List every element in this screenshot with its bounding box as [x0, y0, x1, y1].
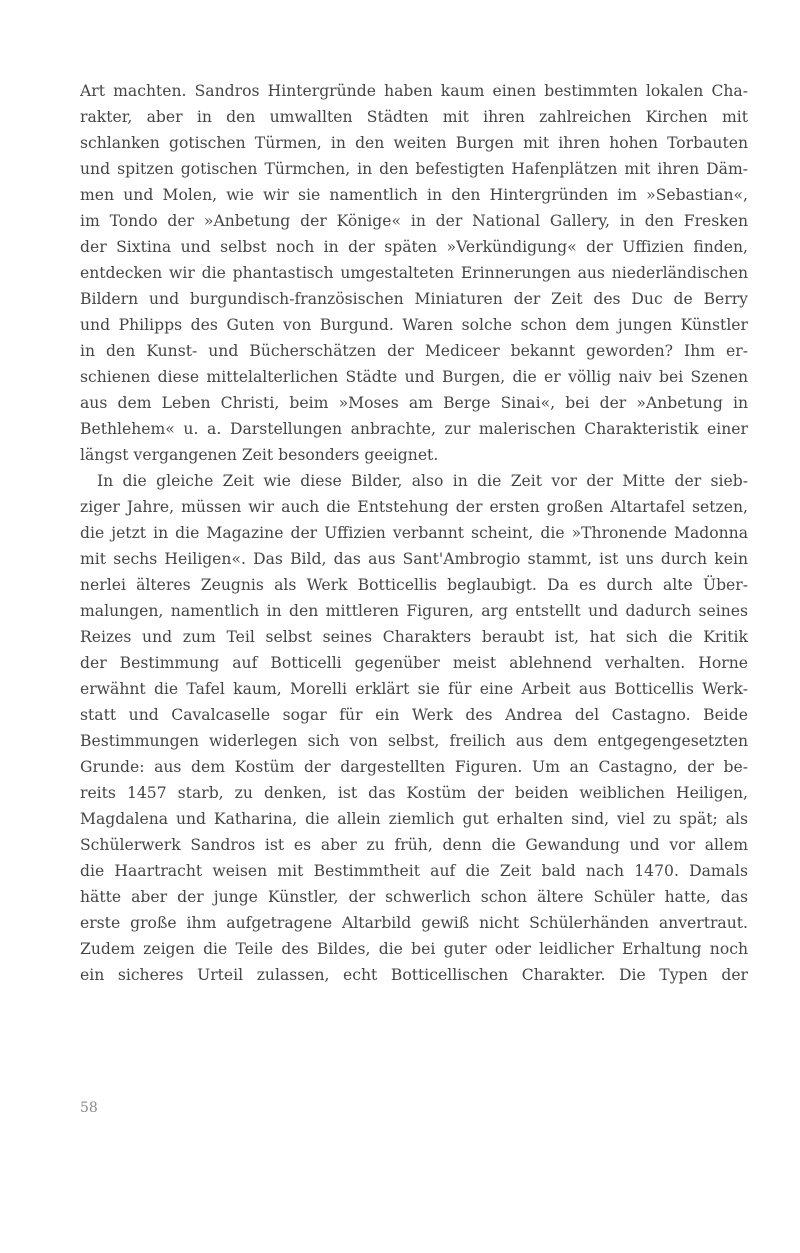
text-line: aus dem Leben Christi, beim »Moses am Berge Sinai«, bei der »Anbetung in	[80, 394, 748, 412]
text-line: entdecken wir die phantastisch umgestalteten Erinnerungen aus niederländischen	[80, 264, 748, 282]
text-line: malungen, namentlich in den mittleren Figuren, arg entstellt und dadurch seines	[80, 602, 748, 620]
text-line: In die gleiche Zeit wie diese Bilder, also in die Zeit vor der Mitte der sieb-	[97, 472, 748, 490]
text-line: Bethlehem« u. a. Darstellungen anbrachte, zur malerischen Charakteristik einer	[80, 420, 748, 438]
text-line: und spitzen gotischen Türmchen, in den befestigten Hafenplätzen mit ihren Däm-	[80, 160, 748, 178]
text-line: ziger Jahre, müssen wir auch die Entstehung der ersten großen Altartafel setzen,	[80, 498, 748, 516]
text-line: rakter, aber in den umwallten Städten mit ihren zahlreichen Kirchen mit	[80, 108, 748, 126]
text-line: die jetzt in die Magazine der Uffizien verbannt scheint, die »Thronende Madonna	[80, 524, 748, 542]
text-line: Art machten. Sandros Hintergründe haben kaum einen bestimmten lokalen Cha-	[80, 82, 748, 100]
text-line: Bildern und burgundisch-französischen Miniaturen der Zeit des Duc de Berry	[80, 290, 748, 308]
text-line: reits 1457 starb, zu denken, ist das Kostüm der beiden weiblichen Heiligen,	[80, 784, 748, 802]
text-line: Magdalena und Katharina, die allein ziemlich gut erhalten sind, viel zu spät; als	[80, 810, 748, 828]
text-line: Zudem zeigen die Teile des Bildes, die bei guter oder leidlicher Erhaltung noch	[80, 940, 748, 958]
page-number: 58	[80, 1100, 98, 1116]
text-line: erwähnt die Tafel kaum, Morelli erklärt sie für eine Arbeit aus Botticellis Werk-	[80, 680, 748, 698]
text-line: der Bestimmung auf Botticelli gegenüber meist ablehnend verhalten. Horne	[80, 654, 748, 672]
text-line: schlanken gotischen Türmen, in den weiten Burgen mit ihren hohen Torbauten	[80, 134, 748, 152]
text-line: Grunde: aus dem Kostüm der dargestellten Figuren. Um an Castagno, der be-	[80, 758, 748, 776]
text-line: und Philipps des Guten von Burgund. Waren solche schon dem jungen Künstler	[80, 316, 748, 334]
body-text	[80, 78, 748, 988]
text-line: men und Molen, wie wir sie namentlich in den Hintergründen im »Sebastian«,	[80, 186, 748, 204]
text-line: der Sixtina und selbst noch in der späten »Verkündigung« der Uffizien finden,	[80, 238, 748, 256]
text-line: hätte aber der junge Künstler, der schwerlich schon ältere Schüler hatte, das	[80, 888, 748, 906]
text-line: Schülerwerk Sandros ist es aber zu früh, denn die Gewandung und vor allem	[80, 836, 748, 854]
text-line: erste große ihm aufgetragene Altarbild gewiß nicht Schülerhänden anvertraut.	[80, 914, 748, 932]
text-line: nerlei älteres Zeugnis als Werk Botticellis beglaubigt. Da es durch alte Über-	[80, 576, 748, 594]
text-line: statt und Cavalcaselle sogar für ein Werk des Andrea del Castagno. Beide	[80, 706, 748, 724]
text-line: schienen diese mittelalterlichen Städte und Burgen, die er völlig naiv bei Szenen	[80, 368, 748, 386]
text-line: im Tondo der »Anbetung der Könige« in der National Gallery, in den Fresken	[80, 212, 748, 230]
text-line: Reizes und zum Teil selbst seines Charakters beraubt ist, hat sich die Kritik	[80, 628, 748, 646]
text-line: ein sicheres Urteil zulassen, echt Botticellischen Charakter. Die Typen der	[80, 966, 748, 984]
text-line: die Haartracht weisen mit Bestimmtheit auf die Zeit bald nach 1470. Damals	[80, 862, 748, 880]
text-line: mit sechs Heiligen«. Das Bild, das aus Sant'Ambrogio stammt, ist uns durch kein	[80, 550, 748, 568]
text-line: Bestimmungen widerlegen sich von selbst, freilich aus dem entgegengesetzten	[80, 732, 748, 750]
text-line: längst vergangenen Zeit besonders geeignet.	[80, 446, 439, 464]
text-line: in den Kunst- und Bücherschätzen der Mediceer bekannt geworden? Ihm er-	[80, 342, 748, 360]
